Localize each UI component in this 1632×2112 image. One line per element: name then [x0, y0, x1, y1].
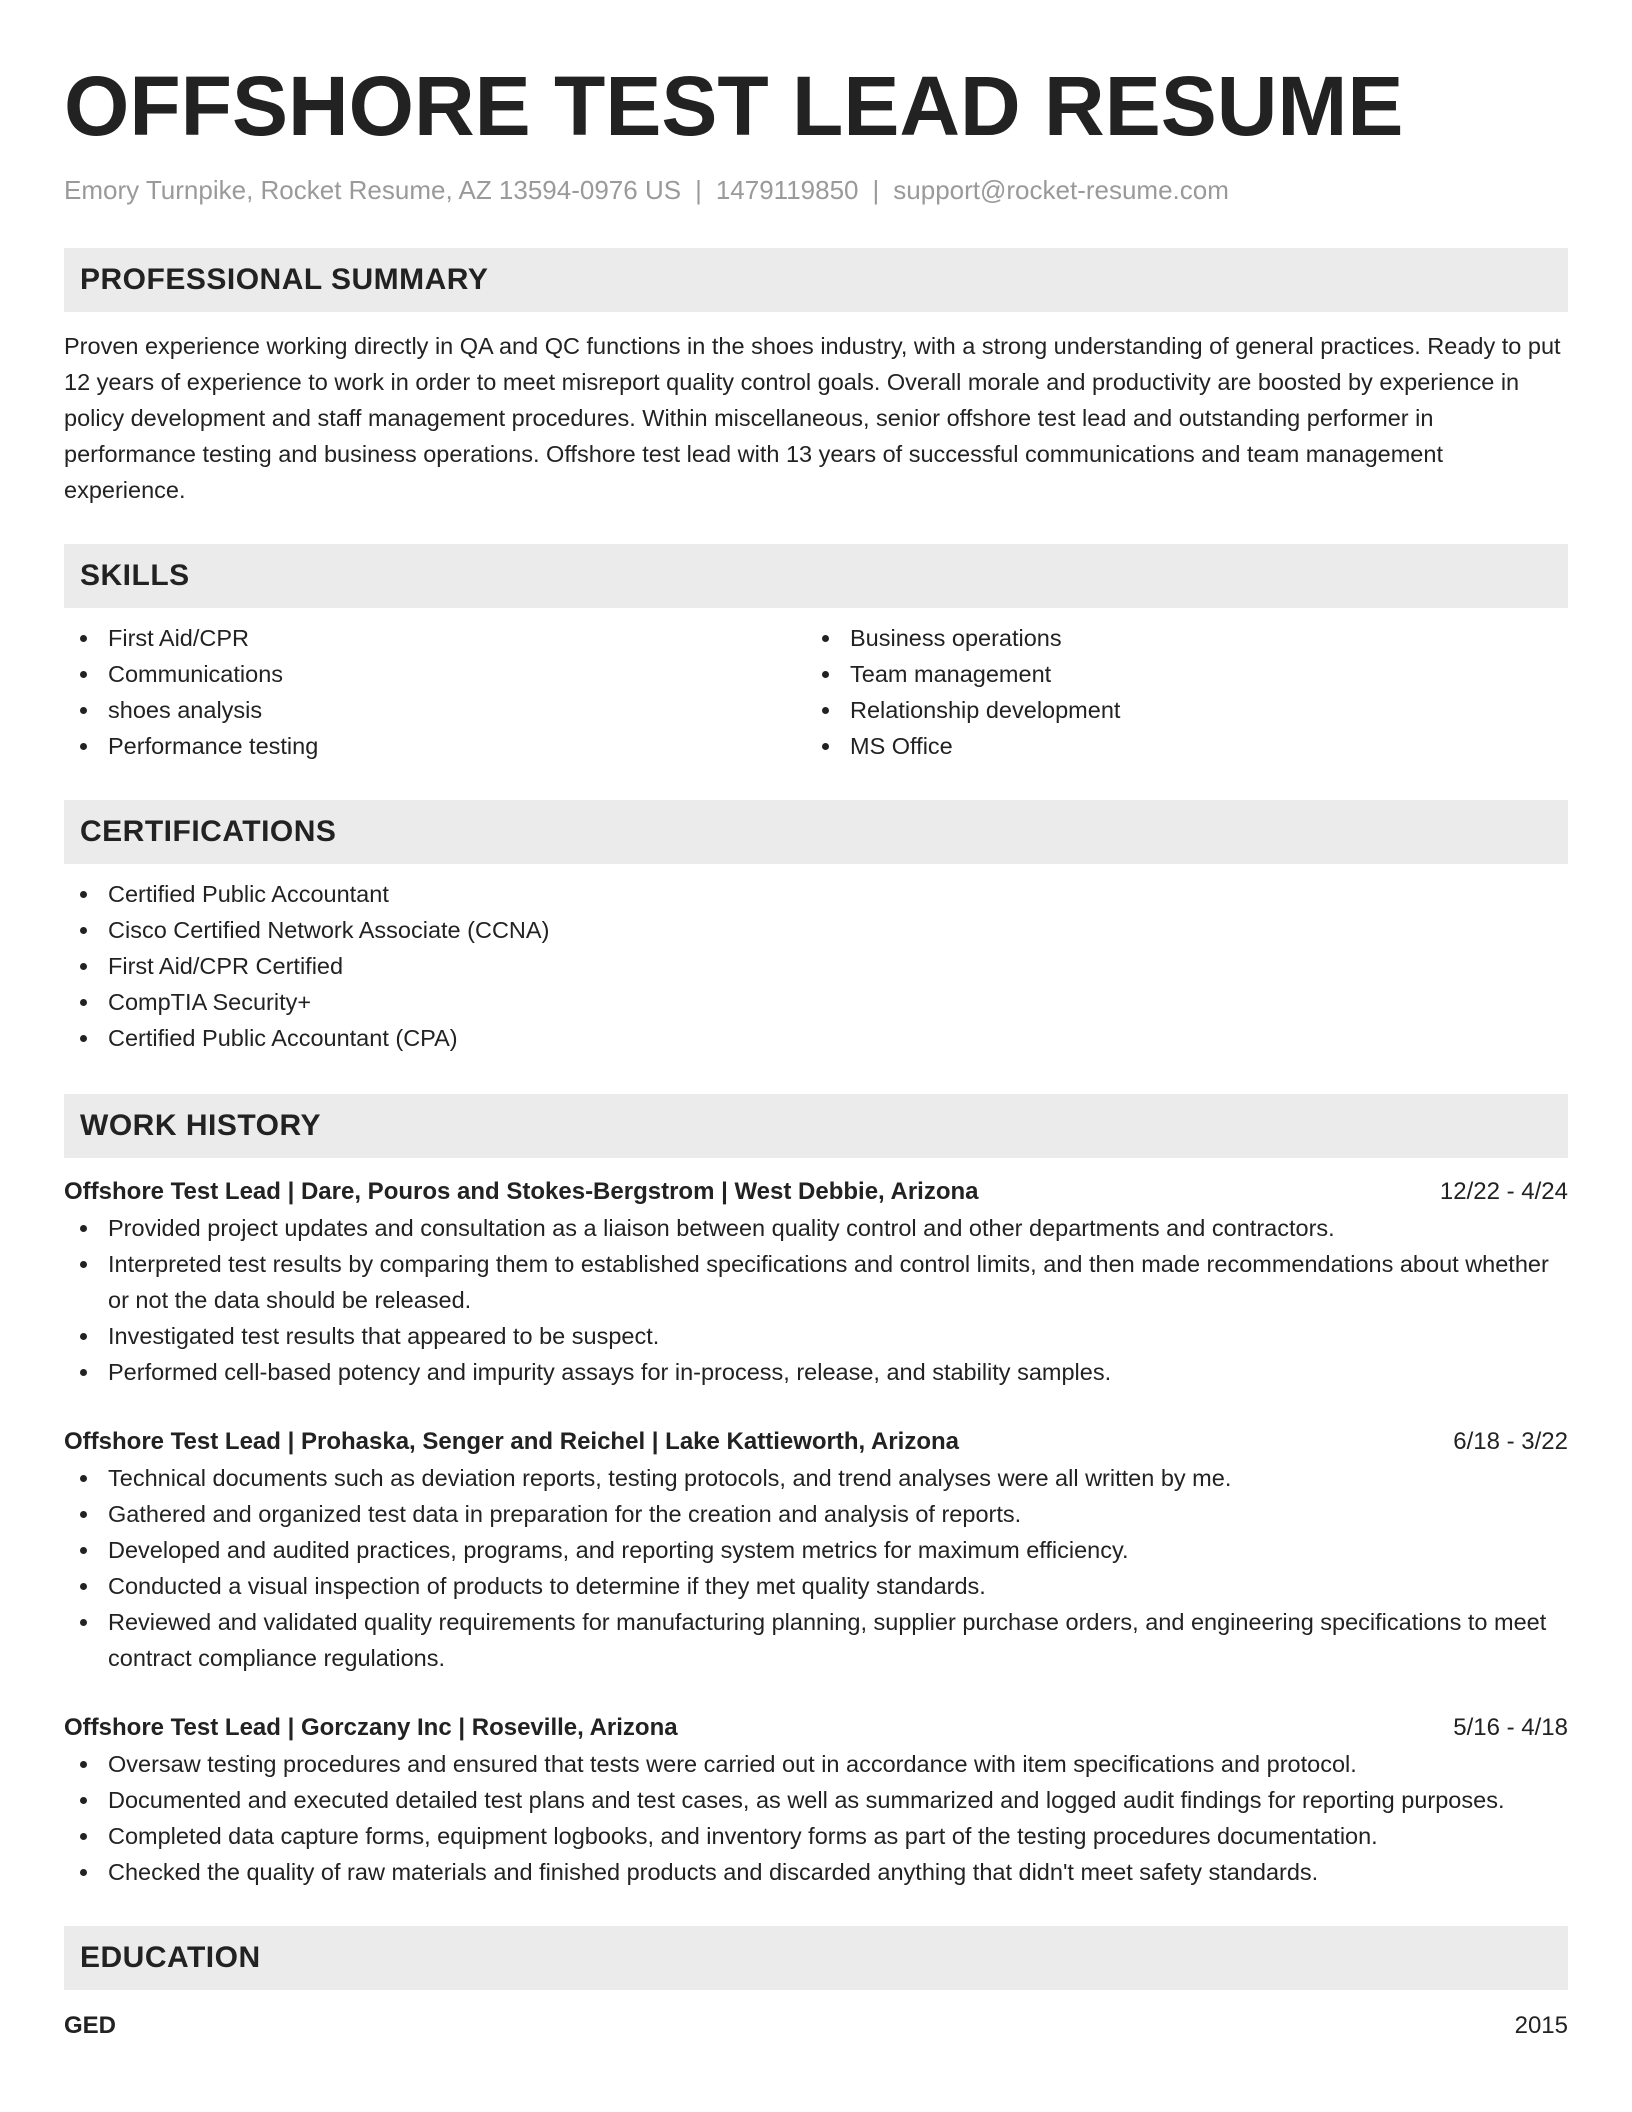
education-degree: GED	[64, 2012, 117, 2039]
skill-item: Business operations	[806, 620, 1548, 656]
section-header-education: EDUCATION	[64, 1926, 1568, 1990]
job-bullet: Checked the quality of raw materials and finished products and discarded anything that didn't meet safety standards.	[64, 1854, 1568, 1890]
certification-item: CompTIA Security+	[64, 984, 1568, 1020]
certification-item: First Aid/CPR Certified	[64, 948, 1568, 984]
job-entry	[64, 1710, 1568, 1890]
job-bullets	[64, 1746, 1568, 1890]
contact-separator: |	[695, 175, 702, 205]
job-bullet: Conducted a visual inspection of products to determine if they met quality standards.	[64, 1568, 1568, 1604]
skill-item: Relationship development	[806, 692, 1548, 728]
job-bullet: Documented and executed detailed test plans and test cases, as well as summarized and logged audit findings for reporting purposes.	[64, 1782, 1568, 1818]
page-title: OFFSHORE TEST LEAD RESUME	[64, 59, 1404, 153]
job-bullet: Interpreted test results by comparing them to established specifications and control limits, and then made recommendations about whether or not the data should be released.	[64, 1246, 1568, 1318]
job-bullet: Technical documents such as deviation reports, testing protocols, and trend analyses were all written by me.	[64, 1460, 1568, 1496]
skill-item: First Aid/CPR	[64, 620, 806, 656]
job-bullet: Oversaw testing procedures and ensured that tests were carried out in accordance with item specifications and protocol.	[64, 1746, 1568, 1782]
education-entry	[64, 2008, 1568, 2044]
certification-item: Cisco Certified Network Associate (CCNA)	[64, 912, 1568, 948]
skill-item: Communications	[64, 656, 806, 692]
contact-separator: |	[872, 175, 880, 205]
job-entry	[64, 1174, 1568, 1390]
job-bullet: Completed data capture forms, equipment logbooks, and inventory forms as part of the testing procedures documentation.	[64, 1818, 1568, 1854]
job-header	[64, 1424, 1568, 1460]
resume-page	[64, 0, 1568, 2044]
contact-address: Emory Turnpike, Rocket Resume, AZ 13594-0976 US	[64, 175, 682, 205]
certification-item: Certified Public Accountant (CPA)	[64, 1020, 1568, 1056]
skill-item: shoes analysis	[64, 692, 806, 728]
section-header-certifications: CERTIFICATIONS	[64, 800, 1568, 864]
skills-grid	[64, 620, 1568, 764]
contact-phone: 1479119850	[715, 175, 859, 205]
job-header	[64, 1174, 1568, 1210]
skill-item: MS Office	[806, 728, 1548, 764]
job-title: Offshore Test Lead | Gorczany Inc | Roseville, Arizona	[64, 1714, 678, 1741]
job-bullet: Investigated test results that appeared to be suspect.	[64, 1318, 1568, 1354]
job-bullets	[64, 1210, 1568, 1390]
job-dates: 12/22 - 4/24	[1439, 1178, 1568, 1205]
contact-email: support@rocket-resume.com	[893, 175, 1229, 205]
job-entry	[64, 1424, 1568, 1676]
job-title: Offshore Test Lead | Dare, Pouros and Stokes-Bergstrom | West Debbie, Arizona	[64, 1178, 979, 1205]
job-bullet: Provided project updates and consultation as a liaison between quality control and other departments and contractors.	[64, 1210, 1568, 1246]
section-header-work-history: WORK HISTORY	[64, 1094, 1568, 1158]
job-bullet: Developed and audited practices, programs, and reporting system metrics for maximum efficiency.	[64, 1532, 1568, 1568]
job-bullets	[64, 1460, 1568, 1676]
section-header-summary: PROFESSIONAL SUMMARY	[64, 248, 1568, 312]
skills-list-left	[64, 620, 806, 764]
education-year: 2015	[1514, 2012, 1568, 2039]
job-dates: 6/18 - 3/22	[1453, 1428, 1568, 1455]
job-bullet: Performed cell-based potency and impurity assays for in-process, release, and stability samples.	[64, 1354, 1568, 1390]
contact-line	[64, 172, 1568, 208]
job-bullet: Reviewed and validated quality requirements for manufacturing planning, supplier purchase orders, and engineering specifications to meet contract compliance regulations.	[64, 1604, 1568, 1676]
certifications-list	[64, 876, 1568, 1056]
certification-item: Certified Public Accountant	[64, 876, 1568, 912]
skill-item: Performance testing	[64, 728, 806, 764]
skill-item: Team management	[806, 656, 1548, 692]
summary-text: Proven experience working directly in QA and QC functions in the shoes industry, with a strong understanding of general practices. Ready to put 12 years of experience to work in order to meet misreport quality control goals. Overall morale and productivity are boosted by experience in policy development and staff management procedures. Within miscellaneous, senior offshore test lead and outstanding performer in performance testing and business operations. Offshore test lead with 13 years of successful communications and team management experience.	[64, 333, 1561, 503]
job-title: Offshore Test Lead | Prohaska, Senger and Reichel | Lake Kattieworth, Arizona	[64, 1428, 959, 1455]
job-bullet: Gathered and organized test data in preparation for the creation and analysis of reports.	[64, 1496, 1568, 1532]
job-header	[64, 1710, 1568, 1746]
job-dates: 5/16 - 4/18	[1453, 1714, 1568, 1741]
skills-list-right	[806, 620, 1548, 764]
section-header-skills: SKILLS	[64, 544, 1568, 608]
